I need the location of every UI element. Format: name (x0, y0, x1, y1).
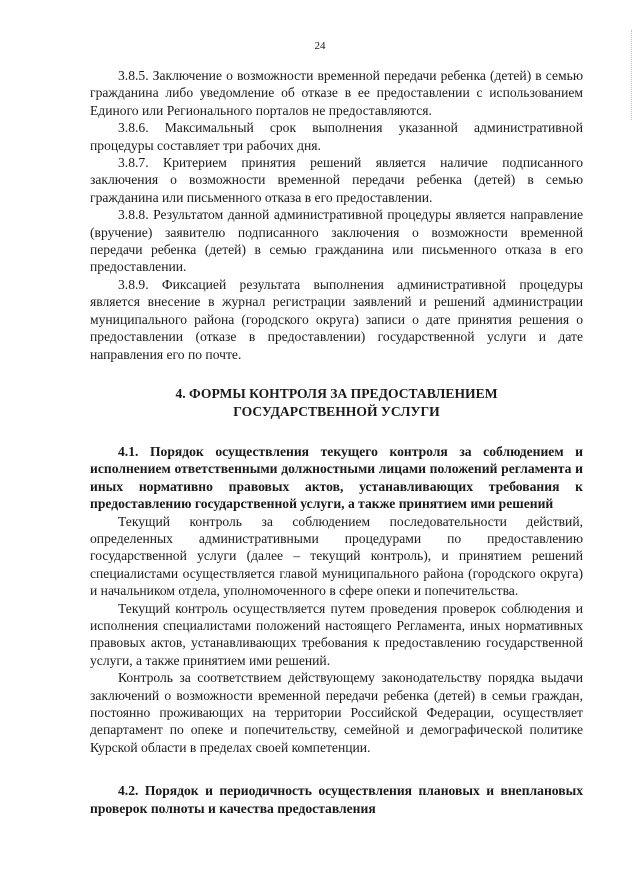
paragraph-3-8-9: 3.8.9. Фиксацией результата выполнения административной процедуры является внесение в журнал регистрации заявлений и решений администрации муниципального района (городского округа) записи о дате принятия решения о предоставлении (отказе в предоставлении) государственной услуги и дате направления его по почте. (90, 276, 583, 362)
page-content (90, 67, 583, 817)
paragraph-3-8-5: 3.8.5. Заключение о возможности временной передачи ребенка (детей) в семью гражданина либо уведомление об отказе в ее предоставлении с использованием Единого или Регионального порталов не предоставляются. (90, 68, 583, 118)
subheading-4-2: 4.2. Порядок и периодичность осуществления плановых и внеплановых проверок полноты и качества предоставления (90, 783, 583, 816)
section-heading (90, 385, 583, 421)
subheading-4-1: 4.1. Порядок осуществления текущего контроля за соблюдением и исполнением ответственными должностными лицами положений регламента и иных нормативно правовых актов, устанавливающих требования к предоставлению государственной услуги, а также принятием ими решений (90, 443, 583, 512)
paragraph-4-1-a: Текущий контроль за соблюдением последовательности действий, определенных административными процедурами по предоставлению государственной услуги (далее – текущий контроль), и принятием решений специалистами осуществляется главой муниципального района (городского округа) и начальником отдела, уполномоченного в сфере опеки и попечительства. (90, 513, 583, 599)
paragraph-3-8-8: 3.8.8. Результатом данной административной процедуры является направление (вручение) заявителю подписанного заключения о возможности временной передачи ребенка (детей) в семью гражданина или письменного отказа в его предоставлении. (90, 207, 583, 275)
paragraph-3-8-6: 3.8.6. Максимальный срок выполнения указанной административной процедуры составляет три рабочих дня. (90, 120, 583, 153)
paragraph-4-1-c: Контроль за соответствием действующему законодательству порядка выдачи заключений о возможности временной передачи ребенка (детей) в семьи граждан, постоянно проживающих на территории Российской Федерации, осуществляет департамент по опеке и попечительству, семейной и демографической политике Курской области в пределах своей компетенции. (90, 670, 583, 755)
section-heading-line-2: ГОСУДАРСТВЕННОЙ УСЛУГИ (233, 403, 440, 419)
page-number: 24 (314, 40, 326, 52)
section-heading-line-1: 4. ФОРМЫ КОНТРОЛЯ ЗА ПРЕДОСТАВЛЕНИЕМ (175, 385, 498, 401)
paragraph-3-8-7: 3.8.7. Критерием принятия решений является наличие подписанного заключения о возможности временной передачи ребенка (детей) в семью гражданина или письменного отказа в его предоставлении. (90, 155, 583, 205)
paragraph-4-1-b: Текущий контроль осуществляется путем проведения проверок соблюдения и исполнения специалистами положений настоящего Регламента, иных нормативных правовых актов, устанавливающих требования к предоставлению государственной услуги, а также принятием ими решений. (90, 600, 583, 668)
